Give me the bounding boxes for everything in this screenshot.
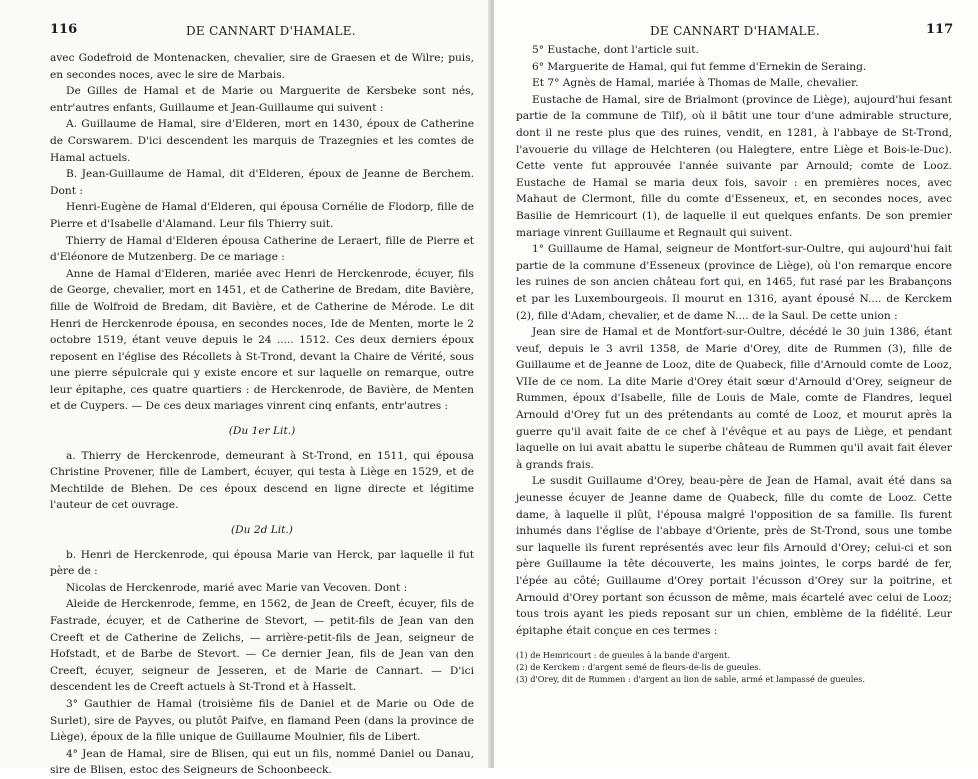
left-page-body [50,50,474,779]
paragraph: Le susdit Guillaume d'Orey, beau-père de Jean de Hamal, avait été dans sa jeunesse écuyer de Jeanne dame de Quabeck, fille du comte de Looz. Cette dame, à laquelle il plût, l'épousa malgré l'opposition de sa famille. Ils furent inhumés dans l'église de l'abbaye d'Oriente, près de St-Trond, sous une tombe sur laquelle ils furent représentés avec leur fils Arnould d'Orey; celui-ci et son père Guillaume la tête découverte, les mains jointes, le corps bardé de fer, l'épée au côté; Guillaume d'Orey portait l'écusson d'Orey sur la poitrine, et Arnould d'Orey portant son écusson de même, mais écartelé avec celui de Looz; tous trois ayant les pieds reposant sur un chien, emblème de la fidélité. Leur épitaphe était conçue en ces termes : [516,475,952,637]
right-page [494,0,978,768]
paragraph: 3° Gauthier de Hamal (troisième fils de Daniel et de Marie ou Ode de Surlet), sire de Payves, ou plutôt Paifve, en flamand Peen (dans la province de Liège), époux de la fille unique de Guillaume Moulnier, fils de Libert. [50,697,474,744]
paragraph: 5° Eustache, dont l'article suit. [532,44,699,56]
paragraph: Jean sire de Hamal et de Montfort-sur-Oultre, décédé le 30 juin 1386, étant veuf, depuis le 3 avril 1358, de Marie d'Orey, dite de Rummen (3), fille de Guillaume et de Jeanne de Looz, dite de Quabeck, fille d'Arnould comte de Looz, VIIe de ce nom. La dite Marie d'Orey était sœur d'Arnould d'Orey, seigneur de Rummen, époux d'Isabelle, fille de Louis de Male, comte de Flandres, lequel Arnould d'Orey fut un des prétendants au comté de Looz, et mourut après la guerre qu'il avait faite de ce chef à l'évêque et au pays de Liège, et pendant laquelle on lui avait abattu le superbe château de Rummen qu'il avait fait élever à grands frais. [516,326,952,471]
paragraph: B. Jean-Guillaume de Hamal, dit d'Elderen, époux de Jeanne de Berchem. Dont : [50,168,474,197]
footnote: (3) d'Orey, dit de Rummen : d'argent au lion de sable, armé et lampassé de gueules. [516,674,865,685]
footnotes [516,649,952,685]
section-heading: (Du 1er Lit.) [228,425,296,438]
paragraph: Thierry de Hamal d'Elderen épousa Catherine de Leraert, fille de Pierre et d'Eléonore de Mutzenberg. De ce mariage : [50,234,474,264]
left-page [0,0,490,777]
paragraph: A. Guillaume de Hamal, sire d'Elderen, mort en 1430, époux de Catherine de Corswarem. D'ici descendent les marquis de Trazegnies et les comtes de Hamal actuels. [50,118,474,164]
paragraph: 1° Guillaume de Hamal, seigneur de Montfort-sur-Oultre, qui aujourd'hui fait partie de la commune d'Esseneux (province de Liège), où l'on remarque encore les ruines de son ancien château fort qui, en 1465, fut rasé par les Brabançons et par les Luxembourgeois. Il mourut en 1316, ayant épousé N.... de Kerckem (2), fille d'Adam, chevalier, et de dame N.... de la Saul. De cette union : [516,243,952,322]
paragraph: b. Henri de Herckenrode, qui épousa Marie van Herck, par laquelle il fut père de : [50,548,474,578]
running-head-right: DE CANNART D'HAMALE. [650,24,820,38]
page-number-right: 117 [926,22,954,37]
right-page-body [516,42,952,685]
paragraph: 4° Jean de Hamal, sire de Blisen, qui eut un fils, nommé Daniel ou Danau, sire de Blisen, estoc des Seigneurs de Schoonbeeck. [50,747,474,777]
paragraph: a. Thierry de Herckenrode, demeurant à St-Trond, en 1511, qui épousa Christine Provener, fille de Lambert, écuyer, qui testa à Liège en 1529, et de Mechtilde de Blehen. De ces époux descend en ligne directe et légitime l'auteur de cet ouvrage. [50,449,474,512]
footnote: (1) de Hemricourt : de gueules à la bande d'argent. [516,650,730,661]
paragraph: Nicolas de Herckenrode, marié avec Marie van Vecoven. Dont : [66,581,408,594]
paragraph: Henri-Eugène de Hamal d'Elderen, qui épousa Cornélie de Flodorp, fille de Pierre et d'Isabelle d'Alamand. Leur fils Thierry suit. [50,201,474,230]
page-number-left: 116 [50,22,78,37]
paragraph: Aleide de Herckenrode, femme, en 1562, de Jean de Creeft, écuyer, fils de Fastrade, écuyer, et de Catherine de Stevort, — petit-fils de Jean van den Creeft et de Catherine de Zelichs, — arrière-petit-fils de Jean, seigneur de Hofstadt, et de Barbe de Stevort. — Ce dernier Jean, fils de Jean van den Creeft, écuyer, seigneur de Jesseren, et de Marie de Cannart. — D'ici descendent les de Creeft actuels à St-Trond et à Hasselt. [50,598,474,694]
paragraph: 6° Marguerite de Hamal, qui fut femme d'Ernekin de Seraing. [532,60,867,73]
footnote: (2) de Kerckem : d'argent semé de fleurs-de-lis de gueules. [516,662,762,673]
running-head-left: DE CANNART D'HAMALE. [186,24,356,38]
paragraph: Et 7° Agnès de Hamal, mariée à Thomas de Malle, chevalier. [532,77,859,90]
paragraph: Anne de Hamal d'Elderen, mariée avec Henri de Herckenrode, écuyer, fils de George, chevalier, mort en 1451, et de Catherine de Bredam, dite Bavière, fille de Wolfroid de Bredam, dit Bavière, et de Catherine de Mérode. Le dit Henri de Herckenrode épousa, en secondes noces, Ide de Menten, morte le 2 octobre 1519, étant veuve depuis le 24 ..... 1512. Ces deux derniers époux reposent en l'église des Récollets à St-Trond, devant la Chaire de Vérité, sous une pierre sépulcrale qui y existe encore et sur laquelle on remarque, outre leur épitaphe, ces quatre quartiers : de Herckenrode, de Bavière, de Menten et de Cuypers. — De ces deux mariages vinrent cinq enfants, entr'autres : [50,267,474,413]
paragraph: avec Godefroid de Montenacken, chevalier, sire de Graesen et de Wilre; puis, en secondes noces, avec le sire de Marbais. [50,52,474,81]
paragraph: Eustache de Hamal, sire de Brialmont (province de Liège), aujourd'hui fesant partie de la commune de Tilf), où il bâtit une tour d'une admirable structure, dont il ne reste plus que des ruines, vendit, en 1281, à l'abbaye de St-Trond, l'avouerie du village de Helchteren (ou Halegtere, entre Liège et Bois-le-Duc). Cette vente fut approuvée l'année suivante par Arnould; comte de Looz. Eustache de Hamal se maria deux fois, savoir : en premières noces, avec Mahaut de Clermont, fille du comte d'Esseneux, et, en secondes noces, avec Basilie de Hemricourt (1), de laquelle il eut quelques enfants. De son premier mariage vinrent Guillaume et Regnault qui suivent. [516,93,952,239]
paragraph: De Gilles de Hamal et de Marie ou Marguerite de Kersbeke sont nés, entr'autres enfants, Guillaume et Jean-Guillaume qui suivent : [50,85,474,114]
section-heading: (Du 2d Lit.) [231,524,293,537]
